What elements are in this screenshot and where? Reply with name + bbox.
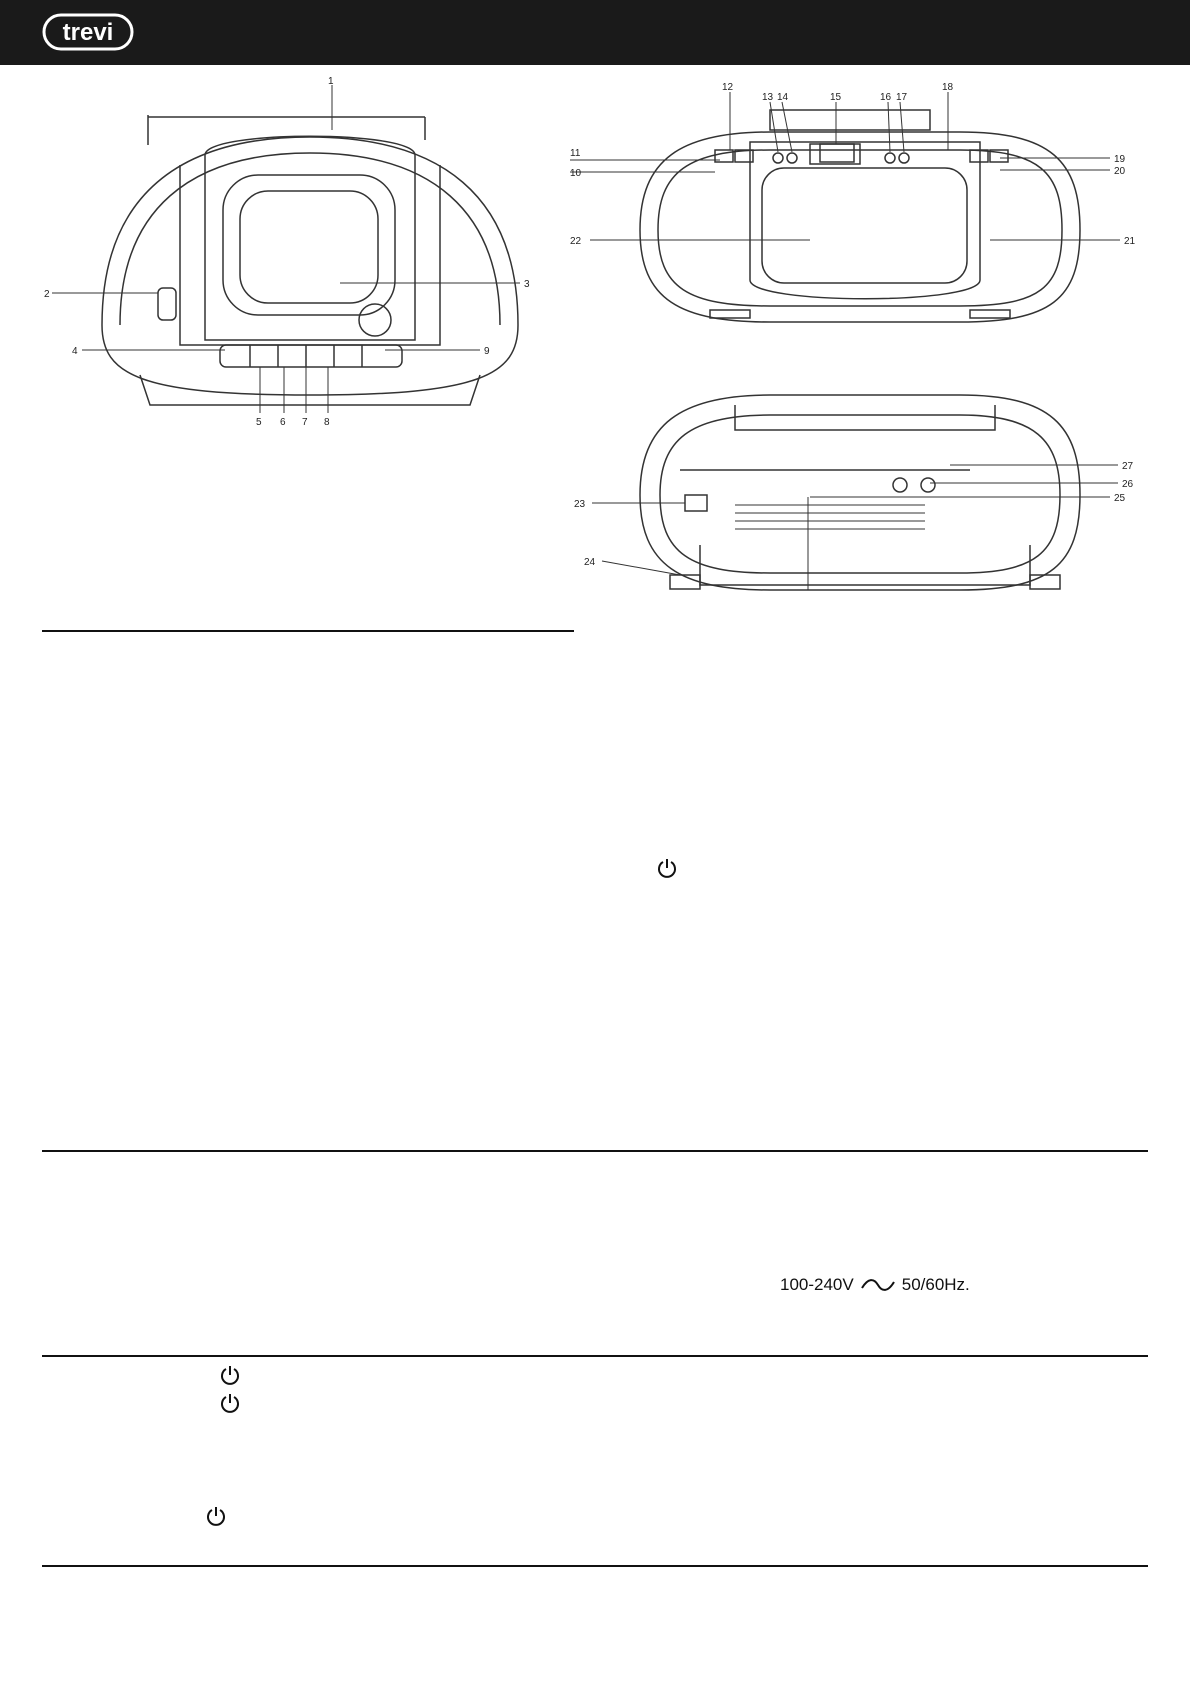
back-view-diagram (570, 385, 1150, 615)
voltage-range: 100-240V (780, 1275, 854, 1294)
front-view-diagram (40, 75, 570, 465)
callout-23: 23 (574, 499, 586, 510)
callout-9: 9 (484, 346, 490, 357)
callout-24: 24 (584, 557, 596, 568)
callout-15: 15 (830, 92, 842, 103)
callout-21: 21 (1124, 236, 1136, 247)
callout-5: 5 (256, 417, 262, 428)
voltage-frequency: 50/60Hz. (901, 1275, 970, 1294)
callout-2: 2 (44, 289, 50, 300)
callout-10: 10 (570, 168, 582, 179)
callout-11: 11 (570, 148, 581, 159)
power-icon (656, 857, 678, 879)
callout-7: 7 (302, 417, 308, 428)
brand-name: trevi (62, 19, 114, 46)
top-view-diagram (570, 80, 1150, 345)
callout-26: 26 (1122, 479, 1134, 490)
power-icon (205, 1505, 227, 1527)
divider-2 (42, 1150, 1148, 1152)
divider-1 (42, 630, 574, 632)
brand-logo (42, 13, 134, 56)
callout-20: 20 (1114, 166, 1126, 177)
header-bar (0, 0, 1190, 65)
callout-1: 1 (328, 76, 334, 87)
callout-22: 22 (570, 236, 582, 247)
callout-13: 13 (762, 92, 774, 103)
callout-18: 18 (942, 82, 954, 93)
divider-3 (42, 1355, 1148, 1357)
callout-14: 14 (777, 92, 789, 103)
voltage-spec (780, 1275, 970, 1295)
callout-19: 19 (1114, 154, 1126, 165)
callout-27: 27 (1122, 461, 1134, 472)
callout-4: 4 (72, 346, 78, 357)
power-icon (219, 1364, 241, 1386)
callout-6: 6 (280, 417, 286, 428)
callout-25: 25 (1114, 493, 1126, 504)
divider-4 (42, 1565, 1148, 1567)
callout-8: 8 (324, 417, 330, 428)
callout-3: 3 (524, 279, 530, 290)
callout-12: 12 (722, 82, 734, 93)
power-icon (219, 1392, 241, 1414)
ac-wave-icon (860, 1278, 896, 1292)
callout-16: 16 (880, 92, 892, 103)
callout-17: 17 (896, 92, 908, 103)
